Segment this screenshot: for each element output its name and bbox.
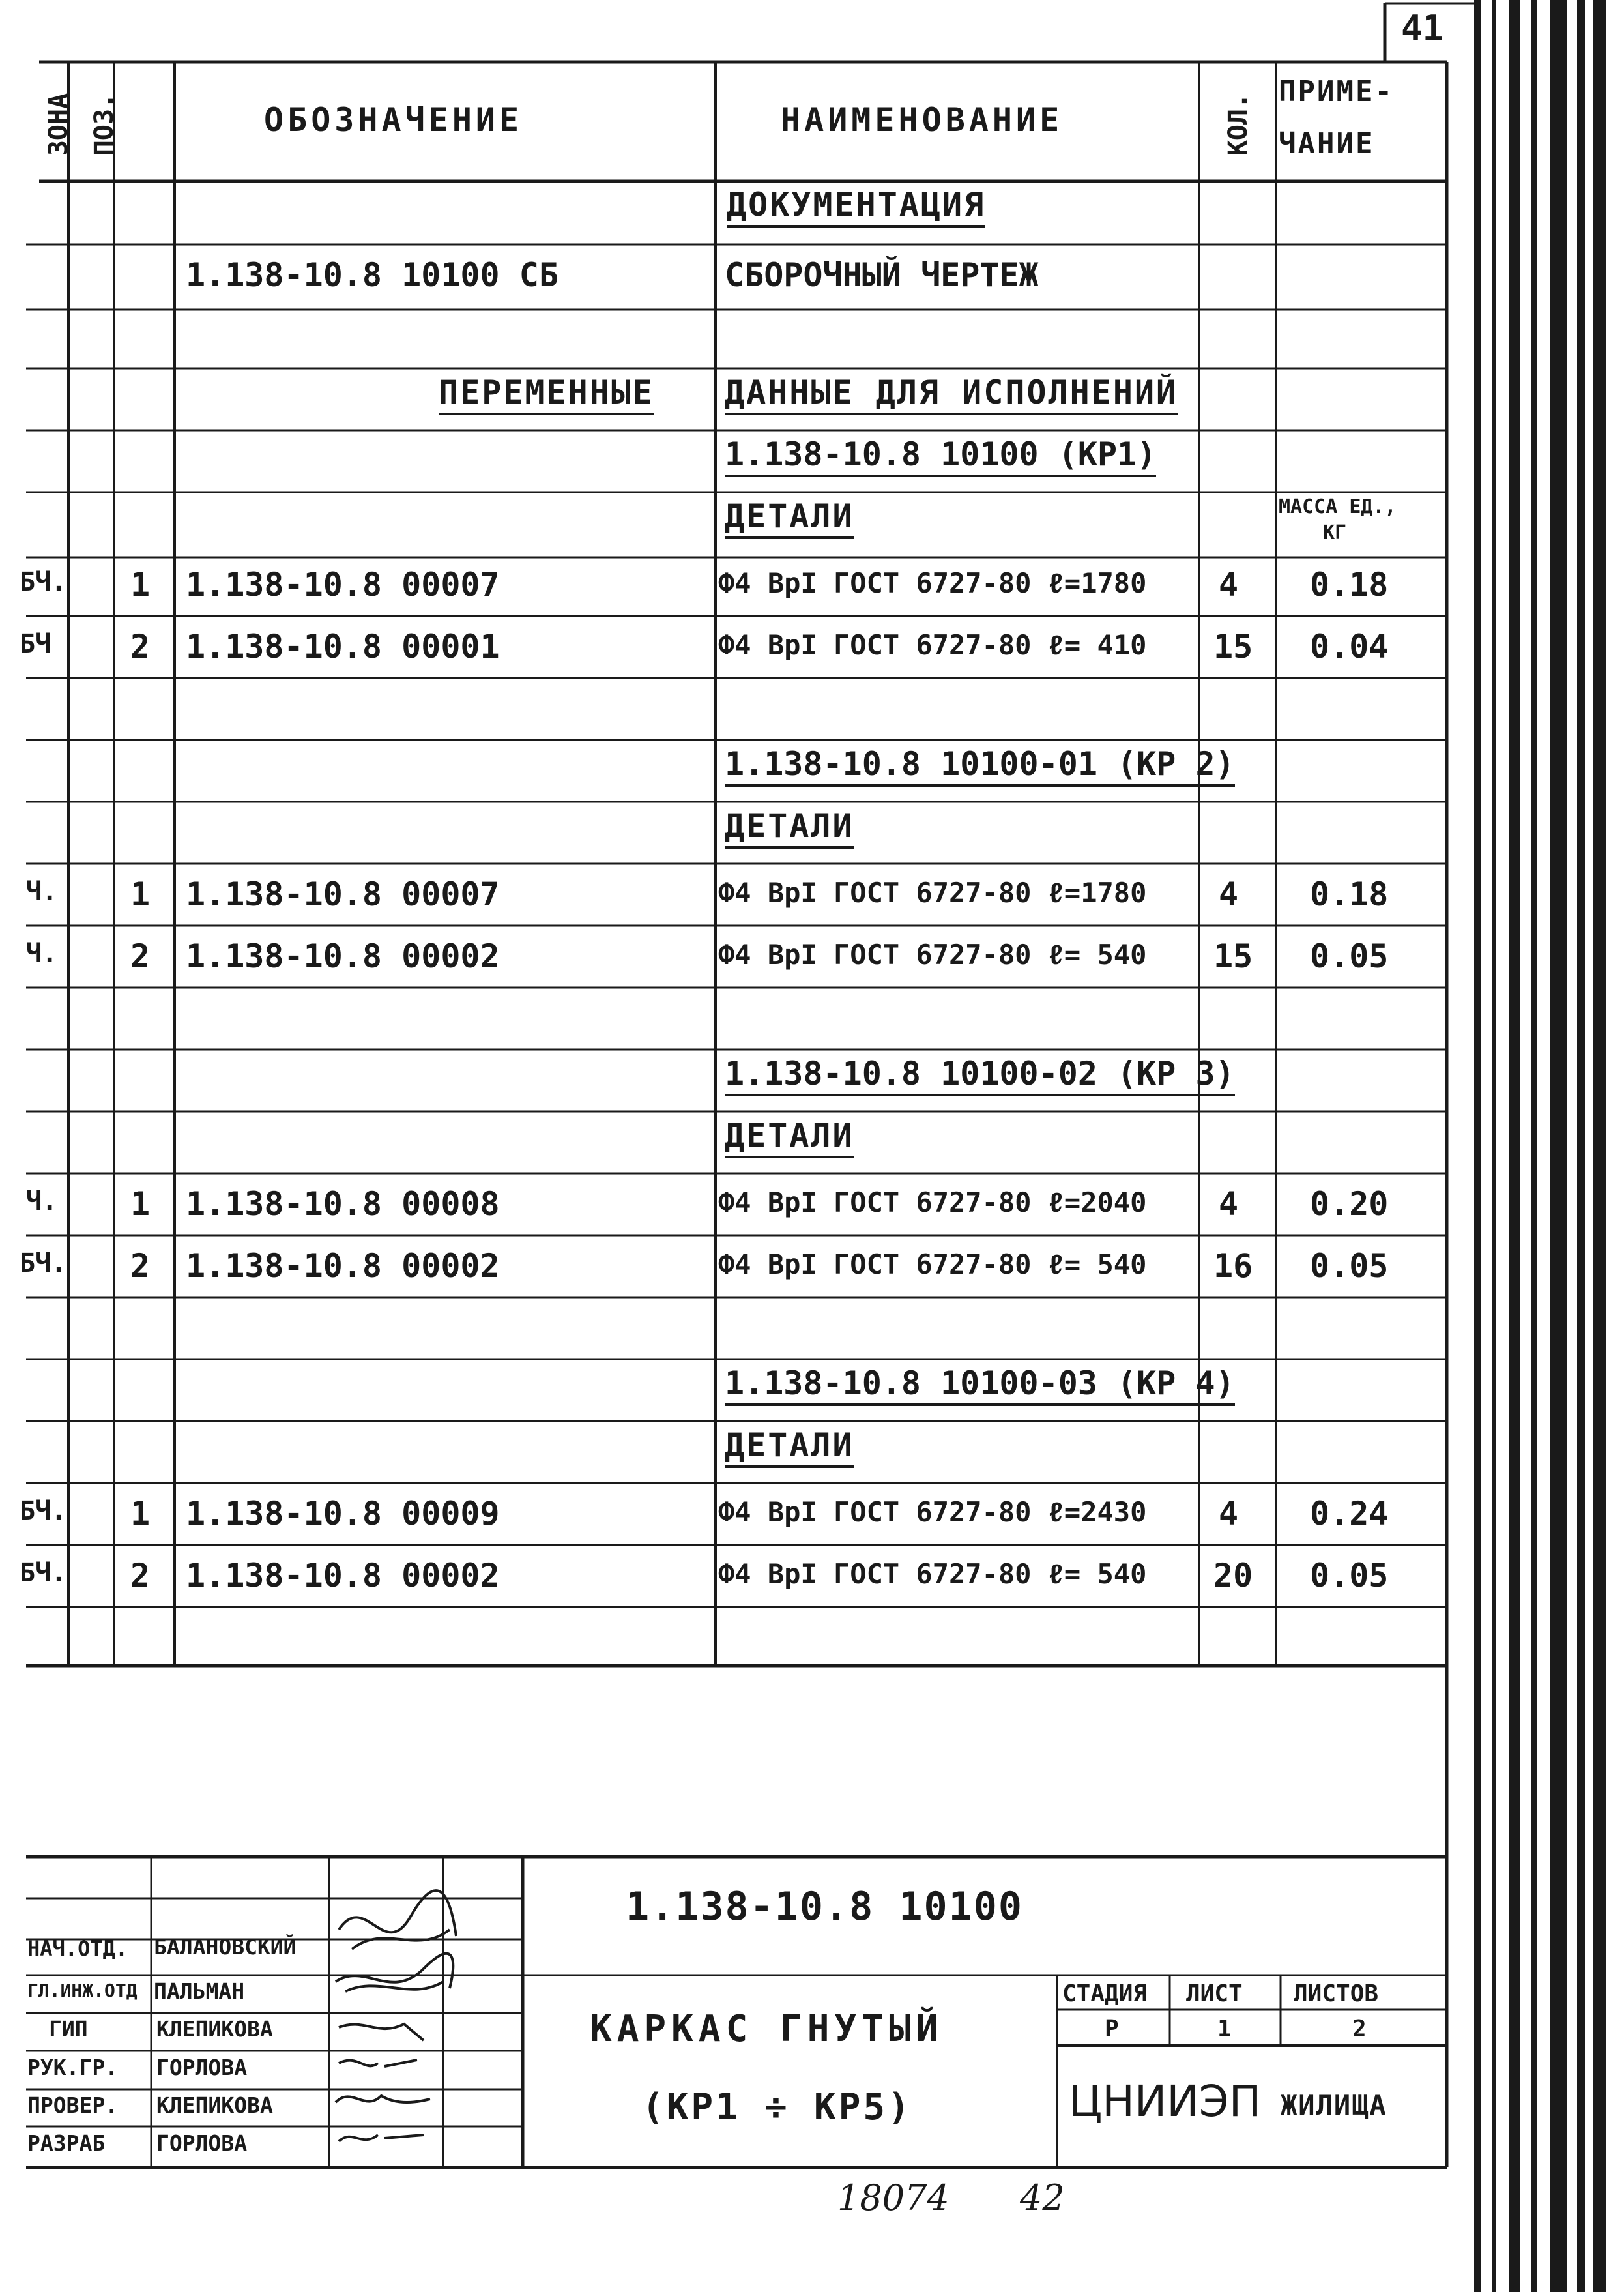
row-zone: БЧ. [20,1248,67,1278]
row-name: Ф4 ВрI ГОСТ 6727-80 ℓ= 410 [718,629,1147,661]
row-qty: 15 [1213,628,1253,666]
row-pos: 1 [130,875,151,913]
role-title: РУК.ГР. [27,2055,119,2080]
sheets-label: ЛИСТОВ [1294,1980,1379,2007]
row-designation: 1.138-10.8 00001 [186,628,500,666]
header-name: НАИМЕНОВАНИЕ [781,101,1064,139]
inventory-number: 18074 [837,2177,950,2218]
row-designation: 1.138-10.8 00009 [186,1495,500,1533]
row-qty: 4 [1219,1495,1239,1533]
row-mass: 0.18 [1310,875,1389,913]
row-pos: 2 [130,1557,151,1594]
header-zone: ЗОНА [44,93,74,156]
role-name: ГОРЛОВА [156,2130,248,2156]
row-qty: 4 [1219,875,1239,913]
variant-details-label: ДЕТАЛИ [725,1426,854,1468]
variant-code: 1.138-10.8 10100-01 (КР 2) [725,745,1235,787]
assembly-name: СБОРОЧНЫЙ ЧЕРТЕЖ [725,256,1039,294]
signature-scribbles [326,1877,521,2151]
row-zone: БЧ. [20,1496,67,1526]
role-title: ПРОВЕР. [27,2093,119,2118]
variant-details-label: ДЕТАЛИ [725,497,854,539]
row-mass: 0.04 [1310,628,1389,666]
row-name: Ф4 ВрI ГОСТ 6727-80 ℓ=1780 [718,877,1147,909]
row-zone: БЧ. [20,1558,67,1588]
organization-suffix: ЖИЛИЩА [1281,2089,1387,2121]
binding-edge [1577,0,1585,2292]
row-pos: 2 [130,937,151,975]
row-mass: 0.18 [1310,566,1389,604]
variant-details-label: ДЕТАЛИ [725,807,854,849]
mass-note-line1: МАССА ЕД., [1279,495,1397,518]
row-designation: 1.138-10.8 00002 [186,1557,500,1594]
row-zone: БЧ [20,629,51,659]
row-zone: Ч. [26,877,58,907]
row-qty: 4 [1219,566,1239,604]
document-code: 1.138-10.8 10100 [626,1884,1023,1930]
header-note-line1: ПРИМЕ- [1279,75,1394,108]
variant-details-label: ДЕТАЛИ [725,1117,854,1158]
variant-code: 1.138-10.8 10100-03 (КР 4) [725,1364,1235,1406]
binding-edge [1492,0,1496,2292]
sheets-value: 2 [1352,2016,1367,2042]
header-pos: ПОЗ. [89,93,119,156]
role-name: ГОРЛОВА [156,2055,248,2080]
role-name: КЛЕПИКОВА [156,2016,273,2042]
mass-note-line2: КГ [1323,522,1347,544]
section-variable-left: ПЕРЕМЕННЫЕ [439,374,654,415]
binding-edge [1474,0,1481,2292]
row-name: Ф4 ВрI ГОСТ 6727-80 ℓ=2430 [718,1496,1147,1528]
header-designation: ОБОЗНАЧЕНИЕ [264,101,523,139]
row-pos: 2 [130,628,151,666]
row-pos: 1 [130,1495,151,1533]
row-designation: 1.138-10.8 00008 [186,1185,500,1223]
row-qty: 15 [1213,937,1253,975]
row-designation: 1.138-10.8 00007 [186,875,500,913]
binding-edge [1593,0,1606,2292]
role-title: ГЛ.ИНЖ.ОТД [27,1980,138,2001]
binding-edge [1509,0,1520,2292]
role-title: ГИП [49,2016,88,2042]
header-qty: КОЛ. [1223,93,1253,156]
row-mass: 0.05 [1310,937,1389,975]
row-name: Ф4 ВрI ГОСТ 6727-80 ℓ=2040 [718,1186,1147,1218]
role-title: РАЗРАБ [27,2130,106,2156]
row-zone: Ч. [26,939,58,969]
row-name: Ф4 ВрI ГОСТ 6727-80 ℓ=1780 [718,567,1147,599]
row-designation: 1.138-10.8 00002 [186,1247,500,1285]
row-qty: 4 [1219,1185,1239,1223]
row-qty: 16 [1213,1247,1253,1285]
variant-code: 1.138-10.8 10100-02 (КР 3) [725,1055,1235,1096]
variant-code: 1.138-10.8 10100 (КР1) [725,435,1156,477]
row-pos: 2 [130,1247,151,1285]
assembly-designation: 1.138-10.8 10100 СБ [186,256,558,294]
title-line2: (КР1 ÷ КР5) [642,2086,912,2128]
section-documentation: ДОКУМЕНТАЦИЯ [727,186,985,228]
role-title: НАЧ.ОТД. [27,1936,128,1961]
row-zone: Ч. [26,1186,58,1216]
row-name: Ф4 ВрI ГОСТ 6727-80 ℓ= 540 [718,1248,1147,1280]
row-pos: 1 [130,566,151,604]
organization-main: ЦНИИЭП [1069,2076,1262,2126]
row-zone: БЧ. [20,567,67,597]
row-mass: 0.24 [1310,1495,1389,1533]
row-mass: 0.05 [1310,1557,1389,1594]
sheet-number: 41 [1401,8,1444,49]
row-name: Ф4 ВрI ГОСТ 6727-80 ℓ= 540 [718,1558,1147,1590]
role-name: КЛЕПИКОВА [156,2093,273,2118]
sheet-value: 1 [1217,2016,1232,2042]
binding-edge [1550,0,1567,2292]
row-name: Ф4 ВрI ГОСТ 6727-80 ℓ= 540 [718,939,1147,971]
role-name: ПАЛЬМАН [154,1978,245,2004]
row-pos: 1 [130,1185,151,1223]
row-mass: 0.20 [1310,1185,1389,1223]
binding-edge [1531,0,1537,2292]
role-name: БАЛАНОВСКИЙ [154,1934,297,1960]
section-variable-right: ДАННЫЕ ДЛЯ ИСПОЛНЕНИЙ [725,374,1178,415]
page-number: 42 [1020,2177,1065,2218]
stage-label: СТАДИЯ [1062,1980,1148,2007]
title-line1: КАРКАС ГНУТЫЙ [590,2008,944,2050]
row-designation: 1.138-10.8 00002 [186,937,500,975]
row-qty: 20 [1213,1557,1253,1594]
header-note-line2: ЧАНИЕ [1279,127,1375,160]
stage-value: Р [1105,2016,1119,2042]
row-designation: 1.138-10.8 00007 [186,566,500,604]
row-mass: 0.05 [1310,1247,1389,1285]
sheet-label: ЛИСТ [1186,1980,1243,2007]
